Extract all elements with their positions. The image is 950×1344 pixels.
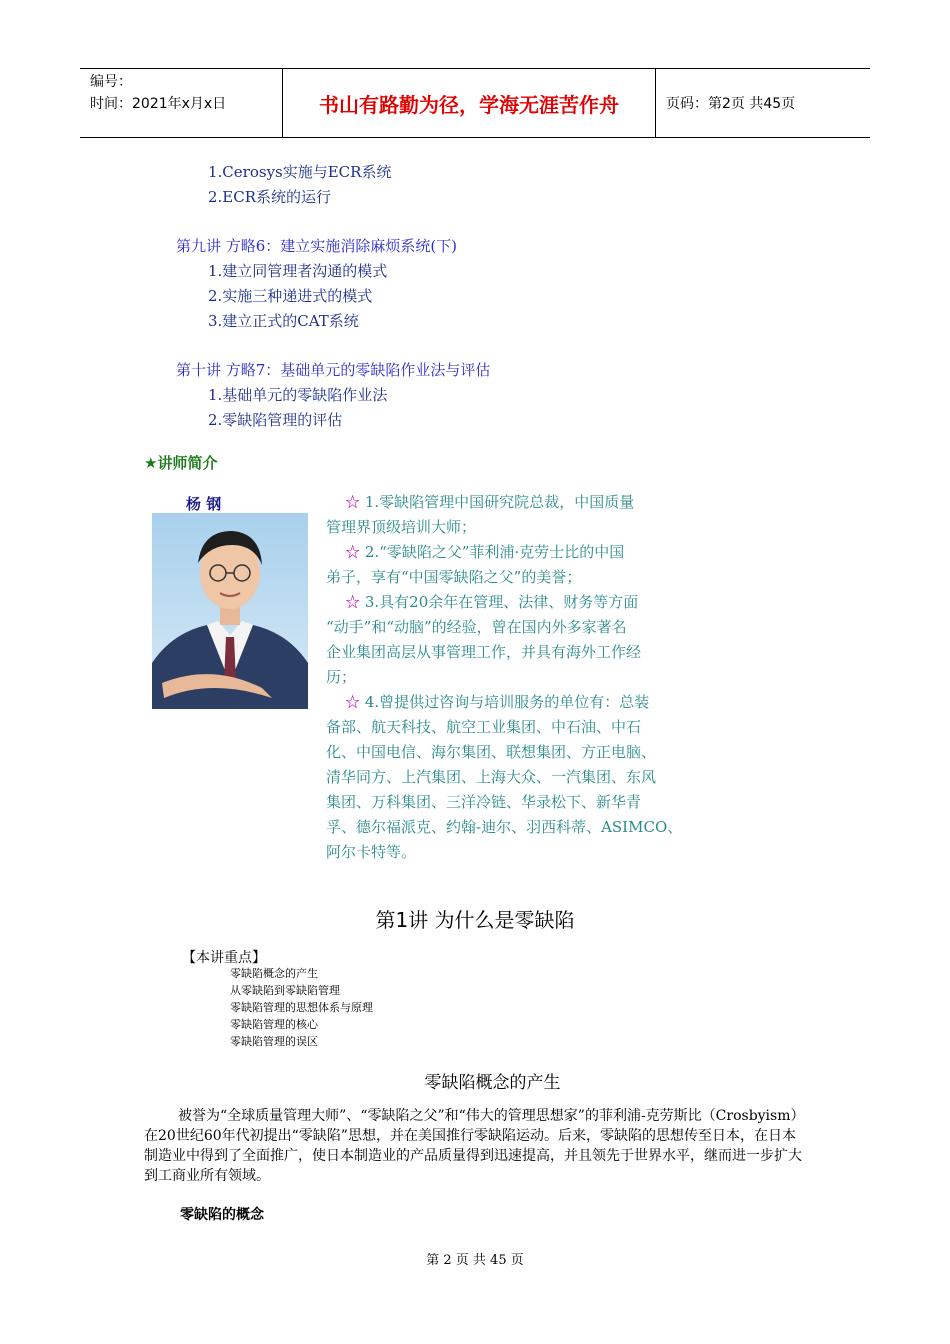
bio-line: 孚、德尔福派克、约翰-迪尔、羽西科蒂、ASIMCO、 — [326, 818, 683, 836]
bio-line: 阿尔卡特等。 — [326, 843, 417, 861]
document-header — [80, 68, 870, 138]
bio-line — [326, 540, 682, 565]
bio-line: “动手”和“动脑”的经验，曾在国内外多家著名 — [326, 618, 627, 636]
bio-line: 备部、航天科技、航空工业集团、中石油、中石 — [326, 718, 642, 736]
toc-item: 3.建立正式的CAT系统 — [208, 312, 359, 330]
bio-line — [326, 690, 682, 715]
toc-item: 1.建立同管理者沟通的模式 — [208, 262, 388, 280]
bio-line: 清华同方、上汽集团、上海大众、一汽集团、东风 — [326, 768, 657, 786]
key-point: 零缺陷管理的思想体系与原理 — [230, 1001, 373, 1014]
bio-text: 4.曾提供过咨询与培训服务的单位有：总装 — [364, 693, 650, 711]
star-bullet-icon: ☆ — [345, 693, 361, 711]
key-point: 从零缺陷到零缺陷管理 — [230, 984, 340, 997]
toc-lecture10-title: 第十讲 方略7：基础单元的零缺陷作业法与评估 — [176, 361, 491, 379]
lecture-title: 第1讲 为什么是零缺陷 — [375, 908, 575, 932]
bio-line: 集团、万科集团、三洋冷链、华录松下、新华青 — [326, 793, 642, 811]
toc-item: 2.实施三种递进式的模式 — [208, 287, 373, 305]
bio-text: 2.“零缺陷之父”菲利浦·克劳士比的中国 — [364, 543, 625, 561]
body-paragraph: 被誉为“全球质量管理大师”、“零缺陷之父”和“伟大的管理思想家”的菲利浦-克劳斯比（Crosbyism）在20世纪60年代初提出“零缺陷”思想，并在美国推行零缺陷运动。后来，零缺陷的思想传至日本，在日本制造业中得到了全面推广，使日本制造业的产品质量得到迅速提高，并且领先于世界水平，继而进一步扩大到工商业所有领域。 — [144, 1108, 805, 1184]
bio-line: 企业集团高层从事管理工作，并具有海外工作经 — [326, 643, 642, 661]
header-meta — [80, 69, 282, 137]
bio-line: 历； — [326, 668, 357, 686]
instructor-heading: ★讲师简介 — [144, 454, 218, 472]
star-bullet-icon: ☆ — [345, 493, 361, 511]
key-point: 零缺陷管理的核心 — [230, 1018, 318, 1031]
concept-heading: 零缺陷的概念 — [180, 1207, 264, 1223]
bio-line: 管理界顶级培训大师； — [326, 518, 477, 536]
subsection-title: 零缺陷概念的产生 — [424, 1073, 561, 1093]
toc-item: 2.零缺陷管理的评估 — [208, 411, 343, 429]
key-point: 零缺陷概念的产生 — [230, 967, 318, 980]
instructor-bio — [326, 490, 682, 865]
header-motto: 书山有路勤为径，学海无涯苦作舟 — [282, 69, 656, 137]
toc-item: 1.Cerosys实施与ECR系统 — [208, 163, 392, 181]
bio-line — [326, 490, 682, 515]
key-point: 零缺陷管理的误区 — [230, 1035, 318, 1048]
bio-line: 弟子，享有“中国零缺陷之父”的美誉； — [326, 568, 582, 586]
bio-text: 1.零缺陷管理中国研究院总裁，中国质量 — [364, 493, 635, 511]
bio-line: 化、中国电信、海尔集团、联想集团、方正电脑、 — [326, 743, 657, 761]
number-label: 编号： — [90, 74, 132, 90]
toc-lecture9-title: 第九讲 方略6：建立实施消除麻烦系统(下) — [176, 237, 458, 255]
header-page-info: 页码：第2页 共45页 — [666, 96, 796, 112]
star-bullet-icon: ☆ — [345, 543, 361, 561]
bio-text: 3.具有20余年在管理、法律、财务等方面 — [364, 593, 639, 611]
page-footer: 第 2 页 共 45 页 — [426, 1253, 524, 1268]
time-label: 时间：2021年x月x日 — [90, 96, 227, 112]
toc-item: 2.ECR系统的运行 — [208, 188, 332, 206]
instructor-name: 杨 钢 — [186, 495, 222, 513]
instructor-photo — [152, 513, 308, 709]
bio-line — [326, 590, 682, 615]
toc-item: 1.基础单元的零缺陷作业法 — [208, 386, 388, 404]
star-bullet-icon: ☆ — [345, 593, 361, 611]
portrait-illustration — [152, 513, 308, 709]
key-points-heading: 【本讲重点】 — [182, 950, 266, 966]
